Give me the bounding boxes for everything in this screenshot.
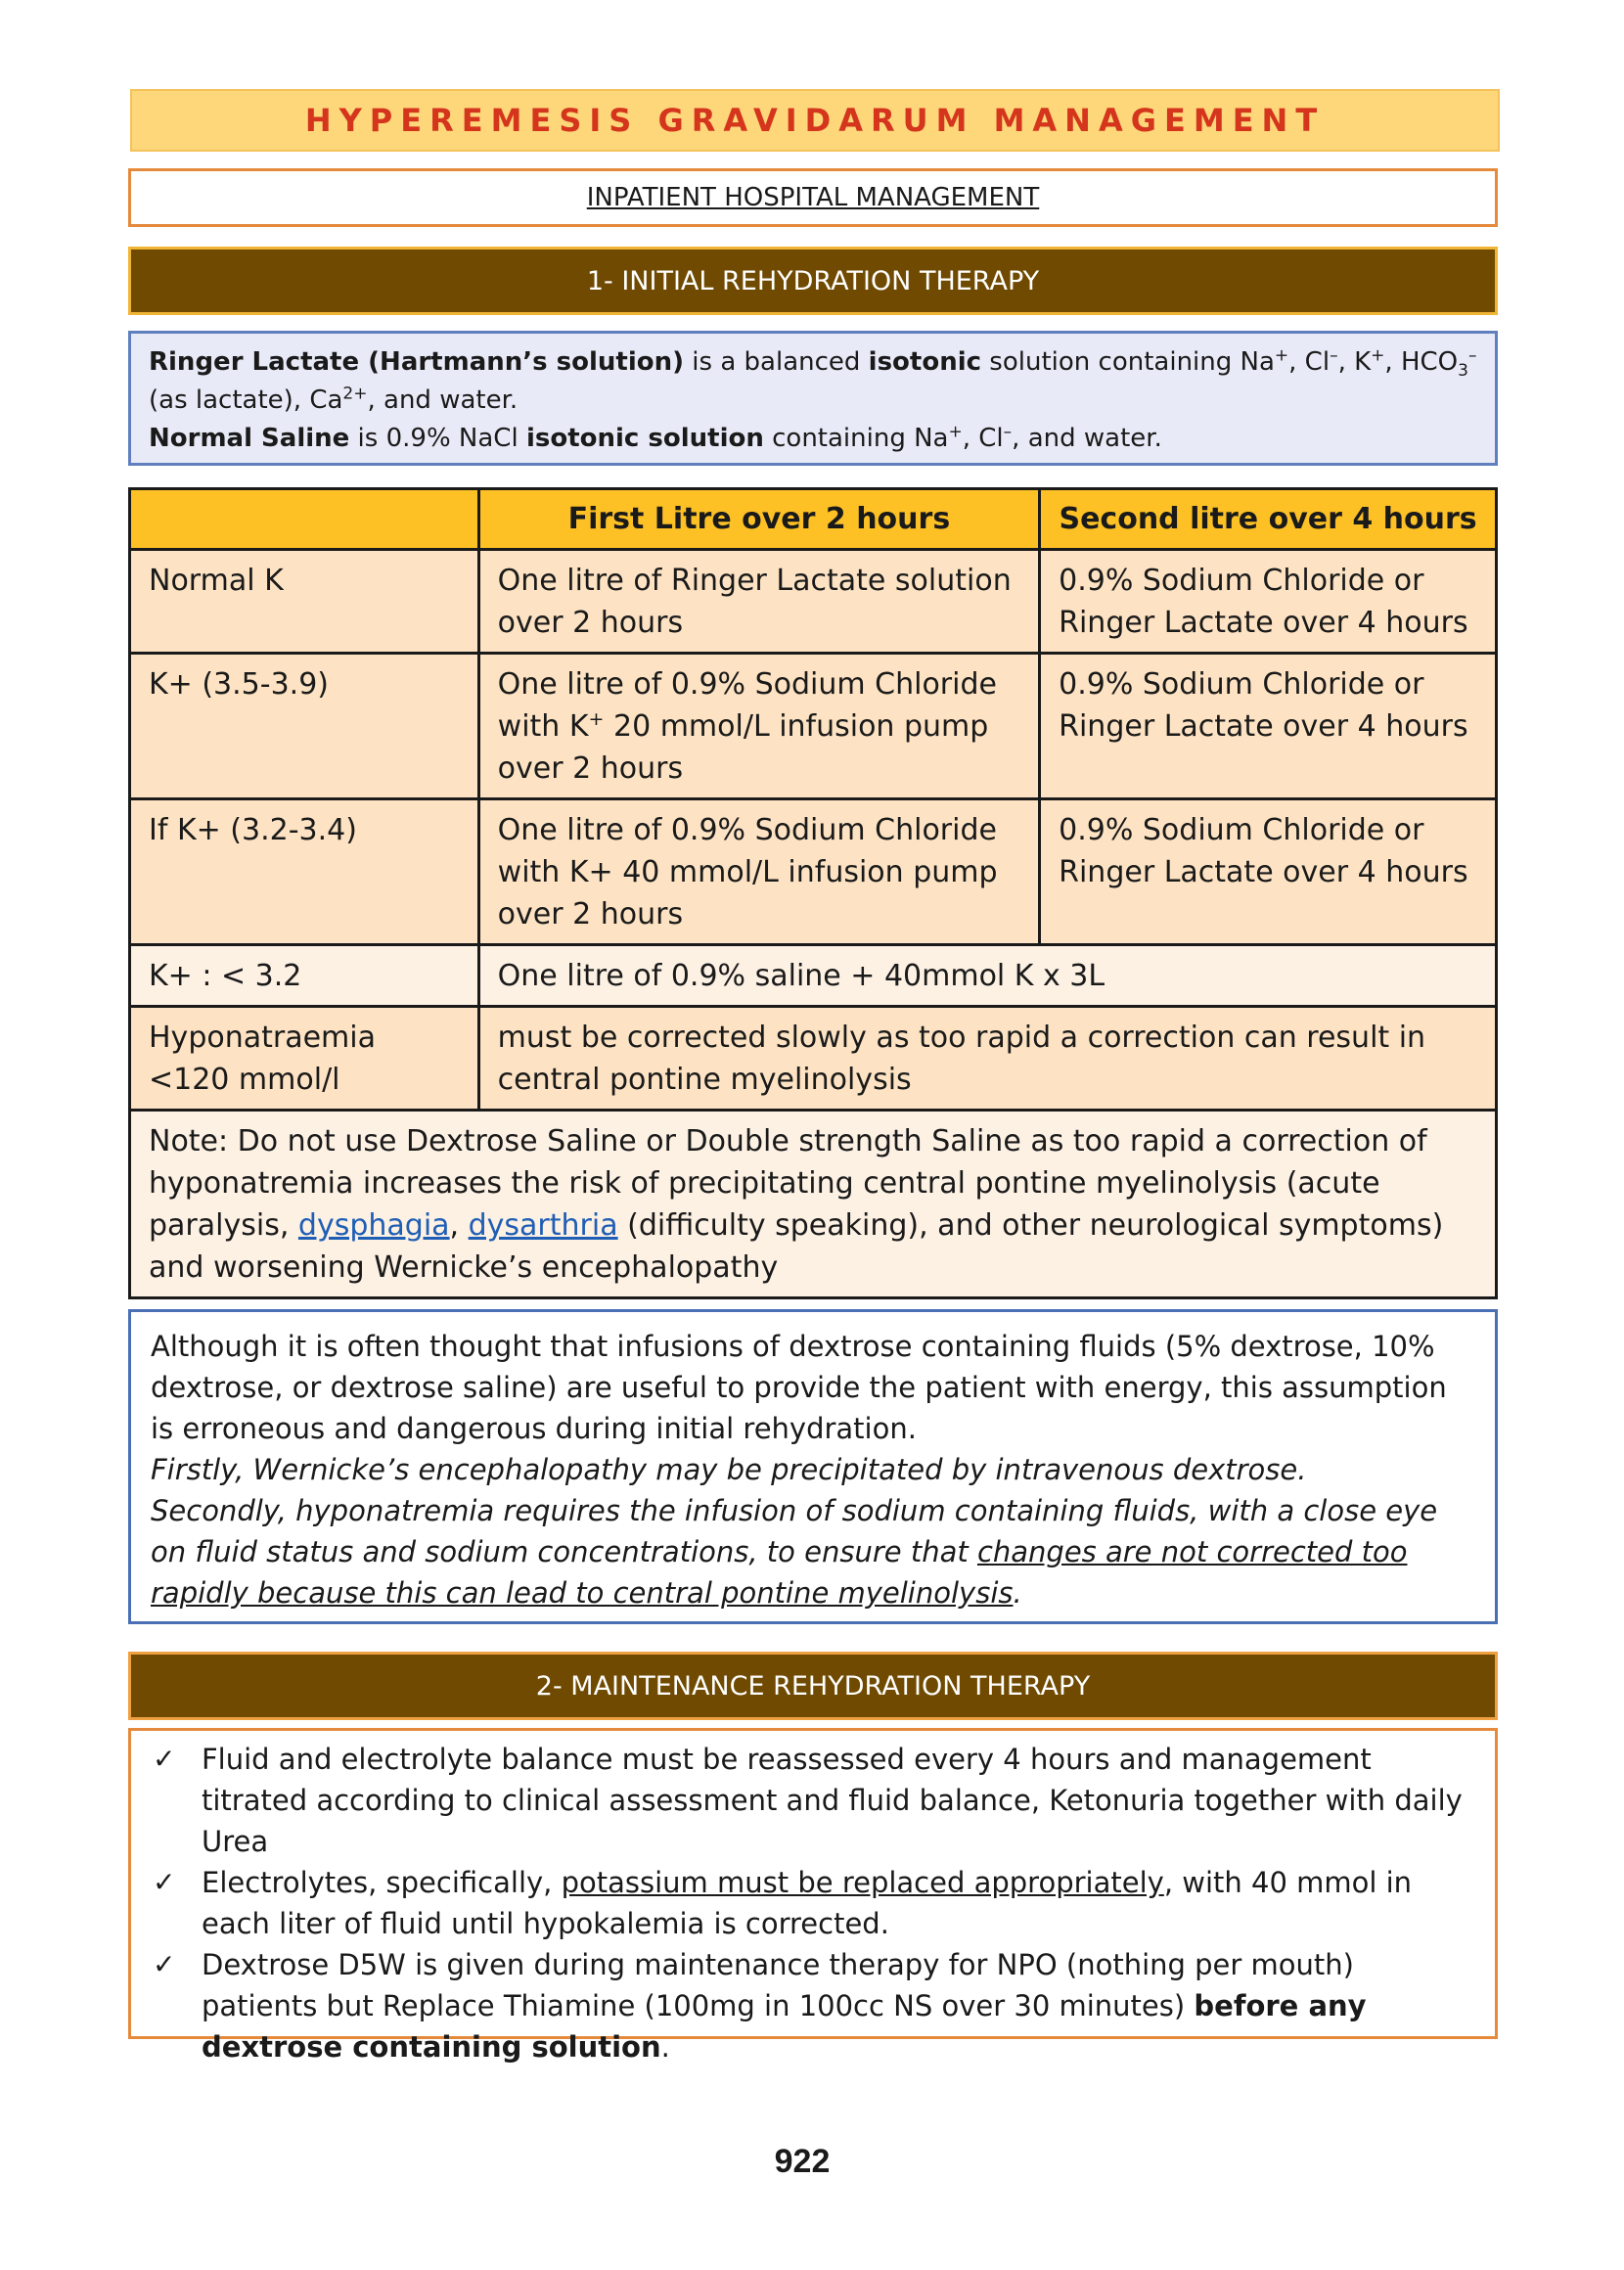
maintenance-list-box [128,1728,1498,2064]
normal-saline-description: Normal Saline is 0.9% NaCl isotonic solution containing Na+, Cl–, and water. [149,422,1162,453]
dextrose-paragraph: Although it is often thought that infusions of dextrose containing fluids (5% dextrose, 10% dextrose, or dextrose saline) are useful to provide the patient with energy, this assumption is erroneous and dangerous during initial rehydration. [151,1330,1447,1445]
rehydration-table [128,487,1498,1299]
second-litre-cell: 0.9% Sodium Chloride or Ringer Lactate over 4 hours [1040,654,1497,799]
checkmark-icon: ✓ [153,1948,176,1980]
table-row [130,945,1497,1007]
row-label: Normal K [130,550,479,654]
ringer-lactate-description: Ringer Lactate (Hartmann’s solution) is a balanced isotonic solution containing Na+, Cl–, K+, $HCO_3^-$ (as lactate), $Ca^{2+}$, and water. [149,345,1477,415]
first-litre-cell: One litre of 0.9% Sodium Chloride with K+ 20 mmol/L infusion pump over 2 hours [478,654,1039,799]
document-title: HYPEREMESIS GRAVIDARUM MANAGEMENT [304,102,1326,139]
document-title-banner [130,89,1500,152]
row-label: If K+ (3.2-3.4) [130,799,479,945]
first-litre-cell: One litre of 0.9% Sodium Chloride with K+ 40 mmol/L infusion pump over 2 hours [478,799,1039,945]
section-header-maintenance-rehydration [128,1652,1498,1720]
row-label: K+ : < 3.2 [130,945,479,1007]
table-header-row [130,489,1497,550]
list-item: ✓ Dextrose D5W is given during maintenance therapy for NPO (nothing per mouth) patients but Replace Thiamine (100mg in 100cc NS over 30 minutes) before any dextrose containing solution. [151,1944,1477,2067]
page-number: 922 [774,2143,831,2180]
dextrose-first-point: Firstly, Wernicke’s encephalopathy may be precipitated by intravenous dextrose. [151,1453,1307,1486]
checkmark-icon: ✓ [153,1866,176,1898]
table-row [130,1007,1497,1111]
table-row [130,654,1497,799]
table-header-first-litre: First Litre over 2 hours [478,489,1039,550]
maintenance-list [151,1739,1477,2067]
second-litre-cell: 0.9% Sodium Chloride or Ringer Lactate over 4 hours [1040,799,1497,945]
solutions-info-box [128,331,1498,466]
list-item: ✓ Electrolytes, specifically, potassium must be replaced appropriately, with 40 mmol in each liter of fluid until hypokalemia is corrected. [151,1862,1477,1944]
dextrose-warning-box [128,1309,1498,1624]
list-item: ✓ Fluid and electrolyte balance must be reassessed every 4 hours and management titrated according to clinical assessment and fluid balance, Ketonuria together with daily Urea [151,1739,1477,1862]
table-note: Note: Do not use Dextrose Saline or Double strength Saline as too rapid a correction of hyponatremia increases the risk of precipitating central pontine myelinolysis (acute paralysis, dysphagia, dysarthria (difficulty speaking), and other neurological symptoms) and worsening Wernicke’s encephalopathy [130,1111,1497,1298]
table-row [130,550,1497,654]
dextrose-second-point: Secondly, hyponatremia requires the infusion of sodium containing fluids, with a close eye on fluid status and sodium concentrations, to ensure that changes are not corrected too rapidly because this can lead to central pontine myelinolysis. [151,1494,1438,1610]
section-title: 2- MAINTENANCE REHYDRATION THERAPY [535,1670,1091,1702]
table-row [130,799,1497,945]
subtitle-box [128,168,1498,227]
table-note-row [130,1111,1497,1298]
section-header-initial-rehydration [128,247,1498,315]
checkmark-icon: ✓ [153,1743,176,1775]
row-label: Hyponatraemia <120 mmol/l [130,1007,479,1111]
first-litre-cell: One litre of Ringer Lactate solution over 2 hours [478,550,1039,654]
dysphagia-link[interactable]: dysphagia [297,1208,450,1243]
row-label: K+ (3.5-3.9) [130,654,479,799]
second-litre-cell: 0.9% Sodium Chloride or Ringer Lactate over 4 hours [1040,550,1497,654]
subtitle: INPATIENT HOSPITAL MANAGEMENT [586,183,1040,212]
merged-cell: must be corrected slowly as too rapid a correction can result in central pontine myelinolysis [478,1007,1496,1111]
table-header-second-litre: Second litre over 4 hours [1040,489,1497,550]
merged-cell: One litre of 0.9% saline + 40mmol K x 3L [478,945,1496,1007]
dysarthria-link[interactable]: dysarthria [468,1208,618,1243]
table-header-empty [130,489,479,550]
section-title: 1- INITIAL REHYDRATION THERAPY [586,265,1040,296]
